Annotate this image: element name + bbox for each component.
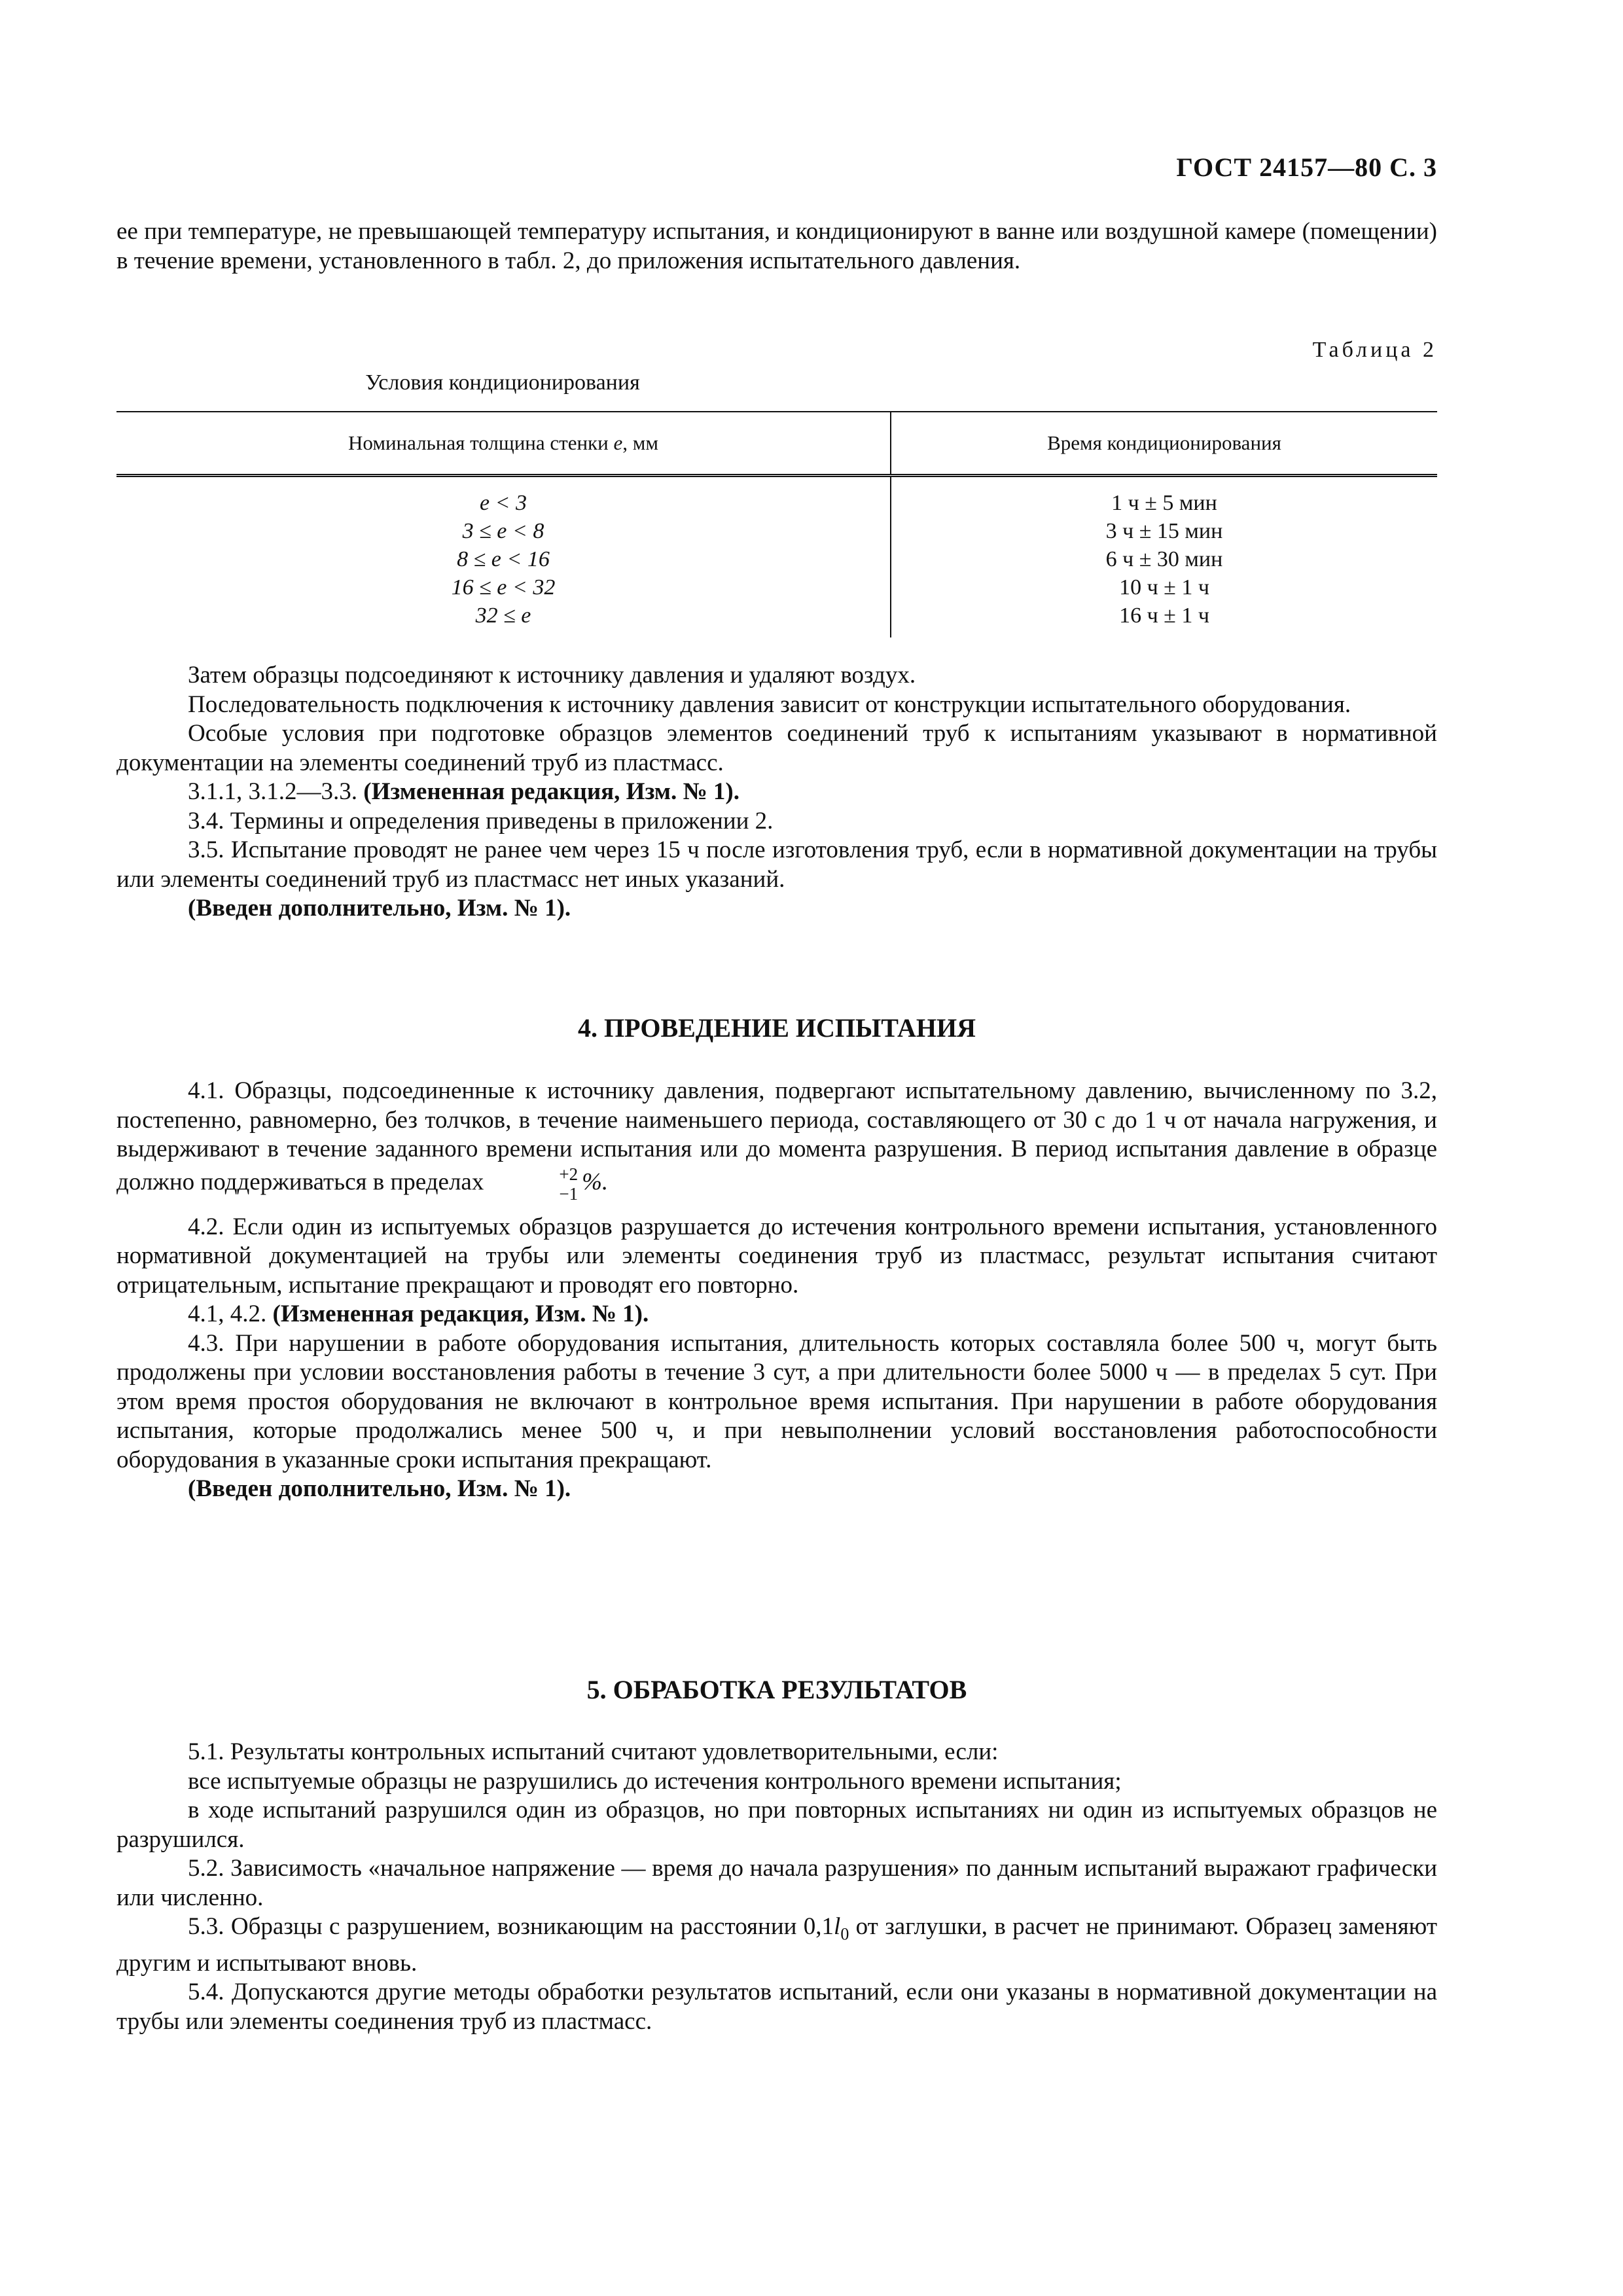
clause-ref: 4.1, 4.2. bbox=[188, 1300, 267, 1327]
paragraph-text: 4.1. Образцы, подсоединенные к источнику давления, подвергают испытательному давлению, вычисленному по 3.2, постепенно, равномерно, без толчков, в течение наименьшего периода, составляющего от 30 с до 1 ч от начала нагружения, и выдерживают в течение заданного времени испытания или до момента разрушения. В период испытания давление в образце должно поддерживаться в пределах bbox=[116, 1077, 1437, 1195]
table-row bbox=[116, 476, 1437, 638]
section-3-continuation bbox=[116, 661, 1437, 924]
paragraph: 4.3. При нарушении в работе оборудования испытания, длительность которых составляла более 500 ч, могут быть продолжены при условии восстановления работы в течение 3 сут, а при длительности более 5000 ч — в пределах 5 сут. При этом время простоя оборудования не включают в контрольное время испытания. При нарушении в работе оборудования испытания, которые продолжались менее 500 ч, и при невыполнении условий восстановления работоспособности оборудования в указанные сроки испытания прекращают. bbox=[116, 1329, 1437, 1473]
document-page bbox=[116, 0, 1437, 2296]
intro-paragraph-block bbox=[116, 217, 1437, 276]
section-4-heading: 4. ПРОВЕДЕНИЕ ИСПЫТАНИЯ bbox=[578, 1013, 976, 1043]
thickness-value: 32 ≤ e bbox=[475, 603, 531, 628]
paragraph: Последовательность подключения к источнику давления зависит от конструкции испытательного оборудования. bbox=[188, 691, 1351, 718]
section-4-body bbox=[116, 1077, 1437, 1504]
table-cell-thickness bbox=[116, 476, 891, 638]
paragraph: 5.4. Допускаются другие методы обработки результатов испытаний, если они указаны в нормативной документации на трубы или элементы соединения труб из пластмасс. bbox=[116, 1979, 1437, 2035]
amendment-note: (Введен дополнительно, Изм. № 1). bbox=[188, 1475, 571, 1502]
intro-paragraph: ее при температуре, не превышающей температуру испытания, и кондиционируют в ванне или воздушной камере (помещении) в течение времени, установленного в табл. 2, до приложения испытательного давления. bbox=[116, 218, 1437, 274]
table-label: Таблица 2 bbox=[1312, 338, 1437, 362]
conditioning-table bbox=[116, 411, 1437, 637]
tolerance-unit: %. bbox=[582, 1168, 609, 1195]
time-value: 1 ч ± 5 мин bbox=[1111, 491, 1217, 515]
section-5-heading: 5. ОБРАБОТКА РЕЗУЛЬТАТОВ bbox=[586, 1675, 967, 1704]
paragraph bbox=[116, 1912, 1437, 1978]
time-value: 16 ч ± 1 ч bbox=[1119, 603, 1209, 628]
amendment-note bbox=[116, 1300, 1437, 1329]
paragraph-text: от заглушки, в расчет не принимают. Образец заменяют другим и испытывают вновь. bbox=[116, 1913, 1438, 1977]
paragraph: 3.4. Термины и определения приведены в приложении 2. bbox=[188, 807, 774, 834]
paragraph: 5.1. Результаты контрольных испытаний считают удовлетворительными, если: bbox=[188, 1738, 999, 1765]
paragraph: Затем образцы подсоединяют к источнику давления и удаляют воздух. bbox=[188, 662, 916, 689]
clause-ref: 3.1.1, 3.1.2—3.3. bbox=[188, 778, 357, 805]
time-value: 10 ч ± 1 ч bbox=[1119, 575, 1209, 600]
tolerance-plus: +2 bbox=[559, 1164, 579, 1184]
table-cell-time bbox=[891, 476, 1437, 638]
paragraph: Особые условия при подготовке образцов элементов соединений труб к испытаниям указывают в нормативной документации на элементы соединений труб из пластмасс. bbox=[116, 720, 1437, 776]
tolerance-fraction bbox=[488, 1164, 578, 1204]
paragraph: 5.2. Зависимость «начальное напряжение — время до начала разрушения» по данным испытаний выражают графически или численно. bbox=[116, 1855, 1437, 1911]
time-value: 6 ч ± 30 мин bbox=[1105, 547, 1223, 571]
thickness-value: 3 ≤ e < 8 bbox=[462, 519, 544, 543]
paragraph: в ходе испытаний разрушился один из образцов, но при повторных испытаниях ни один из испытуемых образцов не разрушился. bbox=[116, 1797, 1437, 1853]
table-header-row bbox=[116, 412, 1437, 476]
length-subscript: 0 bbox=[840, 1924, 849, 1944]
tolerance-minus: −1 bbox=[559, 1183, 579, 1204]
col-header-thickness: Номинальная толщина стенки e, мм bbox=[116, 412, 891, 476]
length-variable: l bbox=[834, 1913, 841, 1940]
paragraph: все испытуемые образцы не разрушились до истечения контрольного времени испытания; bbox=[188, 1767, 1122, 1795]
thickness-value: e < 3 bbox=[479, 491, 527, 515]
amendment-text: (Измененная редакция, Изм. № 1). bbox=[272, 1300, 649, 1327]
time-value: 3 ч ± 15 мин bbox=[1105, 519, 1223, 543]
thickness-value: 8 ≤ e < 16 bbox=[457, 547, 550, 571]
col-header-time: Время кондиционирования bbox=[891, 412, 1437, 476]
amendment-note: (Введен дополнительно, Изм. № 1). bbox=[188, 895, 571, 922]
amendment-note bbox=[116, 778, 1437, 807]
paragraph: 3.5. Испытание проводят не ранее чем через 15 ч после изготовления труб, если в нормативной документации на трубы или элементы соединений труб из пластмасс нет иных указаний. bbox=[116, 836, 1437, 893]
paragraph: 4.2. Если один из испытуемых образцов разрушается до истечения контрольного времени испытания, установленного нормативной документацией на трубы или элементы соединения труб из пластмасс, результат испытания считают отрицательным, испытание прекращают и проводят его повторно. bbox=[116, 1213, 1437, 1299]
paragraph-text: 5.3. Образцы с разрушением, возникающим на расстоянии 0,1 bbox=[188, 1913, 834, 1940]
thickness-value: 16 ≤ e < 32 bbox=[451, 575, 556, 600]
amendment-text: (Измененная редакция, Изм. № 1). bbox=[363, 778, 740, 805]
table-title: Условия кондиционирования bbox=[365, 370, 640, 395]
section-5-body bbox=[116, 1738, 1437, 2036]
running-head: ГОСТ 24157—80 С. 3 bbox=[1176, 152, 1437, 182]
paragraph bbox=[116, 1077, 1437, 1204]
